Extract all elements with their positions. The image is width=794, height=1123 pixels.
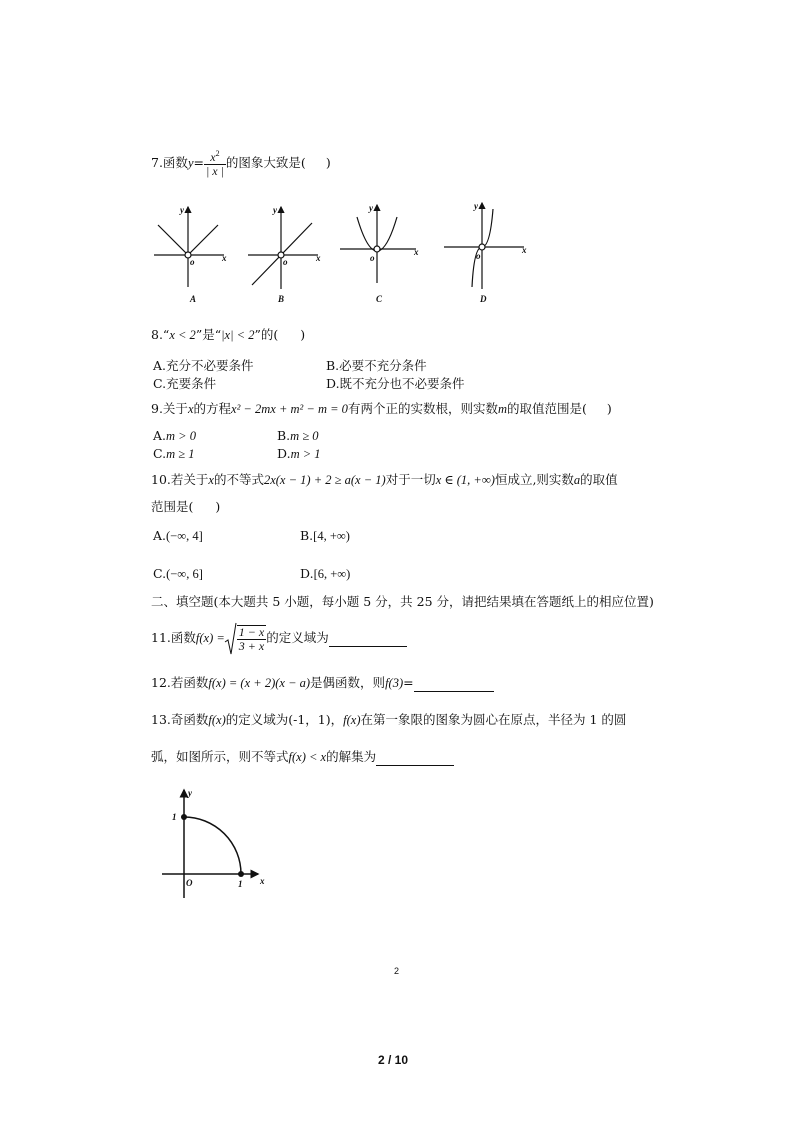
q8-option-b: B.必要不充分条件 (326, 358, 427, 373)
q13-text2: 在第一象限的图象为圆心在原点，半径为 1 的圆 (360, 712, 627, 727)
q7-close: ) (325, 155, 331, 170)
q7-num: x (210, 149, 216, 164)
question-13-line2 (151, 748, 454, 766)
sqrt-sign-icon (225, 622, 237, 656)
q13-line2b: 的解集为 (326, 749, 377, 764)
q8-option-a: A.充分不必要条件 (153, 358, 254, 373)
q9-text3: 的取值范围是( (506, 401, 587, 416)
svg-text:o: o (190, 257, 195, 267)
q13-answer-blank[interactable] (376, 753, 454, 766)
q9-option-d: D.m > 1 (277, 446, 321, 461)
svg-text:x: x (522, 245, 527, 255)
graph-a-label: A (190, 294, 197, 304)
q7-num-exp: 2 (215, 148, 220, 158)
q11-answer-blank[interactable] (329, 634, 407, 647)
svg-text:x: x (414, 247, 419, 257)
svg-text:y: y (180, 205, 184, 215)
graph-b (248, 205, 321, 304)
q10-text3: 恒成立,则实数 (494, 472, 574, 487)
q13-ineq: f(x) < x (288, 750, 327, 764)
q9-m: m (497, 402, 507, 416)
question-10 (151, 471, 618, 489)
q9-option-a: A.m > 0 (153, 428, 196, 443)
q13-y-label: y (188, 788, 192, 798)
graph-a (154, 205, 227, 304)
question-8 (151, 326, 305, 344)
q10-option-a: A.(−∞, 4] (153, 528, 203, 543)
q12-expr: f(x) = (x + 2)(x − a) (208, 676, 311, 690)
q7-y: y (187, 156, 194, 170)
q11-fx: f(x) = (195, 631, 225, 645)
q10-option-c: C.(−∞, 6] (153, 566, 203, 581)
q9-close: ) (606, 401, 612, 416)
q10-inequality: 2x(x − 1) + 2 ≥ a(x − 1) (263, 473, 386, 487)
q11-den: 3 + x (238, 639, 265, 653)
q10-option-b: B.[4, +∞) (300, 528, 350, 543)
page-counter: 2 / 10 (378, 1053, 409, 1067)
q8-mid: ”是“ (195, 327, 222, 342)
q9-option-b: B.m ≥ 0 (277, 428, 319, 443)
q10-text1: 的不等式 (213, 472, 264, 487)
q13-x-label: x (260, 876, 265, 886)
q13-origin-label: O (186, 878, 193, 888)
q7-den: | x | (205, 163, 224, 178)
q10-x: x (208, 473, 214, 487)
q7-fraction (204, 150, 226, 177)
graph-d (444, 201, 527, 304)
q13-prefix: 13.奇函数 (151, 712, 209, 727)
q10-text4: 的取值 (580, 472, 618, 487)
q8-option-c: C.充要条件 (153, 376, 217, 391)
q8-close: ) (300, 327, 306, 342)
q13-tick-x: 1 (238, 879, 243, 889)
q11-num: 1 − x (238, 625, 265, 640)
q12-prefix: 12.若函数 (151, 675, 209, 690)
q11-prefix: 11.函数 (151, 630, 196, 645)
svg-text:x: x (222, 253, 227, 263)
q10-a: a (573, 473, 581, 487)
q12-eq: = (403, 675, 414, 690)
q9-equation: x² − 2mx + m² − m = 0 (231, 402, 348, 416)
q8-suffix: ”的( (254, 327, 279, 342)
q8-option-d: D.既不充分也不必要条件 (326, 376, 465, 391)
q10-line2: 范围是( ) (151, 499, 221, 514)
graph-b-label: B (278, 294, 285, 304)
q10-text2: 对于一切 (385, 472, 436, 487)
q13-fx2: f(x) (343, 713, 361, 727)
q13-tick-y: 1 (172, 812, 177, 822)
question-11 (151, 618, 407, 658)
q12-answer-blank[interactable] (414, 679, 494, 692)
q13-graph (158, 786, 288, 906)
q10-option-d: D.[6, +∞) (300, 566, 351, 581)
q7-prefix: 7.函数 (151, 155, 188, 170)
question-9 (151, 400, 612, 418)
page-number: 2 (394, 966, 400, 976)
q13-text1: 的定义域为(-1，1)， (225, 712, 344, 727)
q13-fx1: f(x) (208, 713, 226, 727)
section-2-heading: 二、填空题(本大题共 5 小题，每小题 5 分，共 25 分，请把结果填在答题纸上的相应位置) (151, 594, 654, 609)
q9-text2: 有两个正的实数根，则实数 (347, 401, 498, 416)
q12-text: 是偶函数，则 (310, 675, 386, 690)
q8-cond2: |x| < 2 (221, 328, 255, 342)
q7-graphs (0, 195, 794, 315)
graph-c-label: C (376, 294, 383, 304)
graph-c (340, 203, 419, 304)
svg-text:o: o (370, 253, 375, 263)
q11-suffix: 的定义域为 (266, 630, 329, 645)
question-7 (151, 146, 331, 180)
q13-line2a: 弧，如图所示，则不等式 (151, 749, 289, 764)
svg-text:x: x (316, 253, 321, 263)
svg-text:y: y (273, 205, 277, 215)
question-13 (151, 711, 626, 729)
svg-text:y: y (369, 203, 373, 213)
graph-d-label: D (480, 294, 487, 304)
q8-cond1: x < 2 (169, 328, 196, 342)
q11-sqrt (225, 619, 266, 659)
svg-text:o: o (476, 251, 481, 261)
q9-text1: 的方程 (193, 401, 232, 416)
q9-prefix: 9.关于 (151, 401, 188, 416)
q8-prefix: 8.“ (151, 327, 170, 342)
q9-x: x (187, 402, 194, 416)
question-12 (151, 674, 494, 692)
svg-text:y: y (474, 201, 478, 211)
q9-option-c: C.m ≥ 1 (153, 446, 195, 461)
q10-prefix: 10.若关于 (151, 472, 209, 487)
q7-suffix: 的图象大致是( (225, 155, 306, 170)
svg-text:o: o (283, 257, 288, 267)
q12-f3: f(3) (385, 676, 404, 690)
q10-domain: x ∈ (1, +∞) (435, 473, 495, 487)
q7-eq: = (193, 155, 204, 170)
